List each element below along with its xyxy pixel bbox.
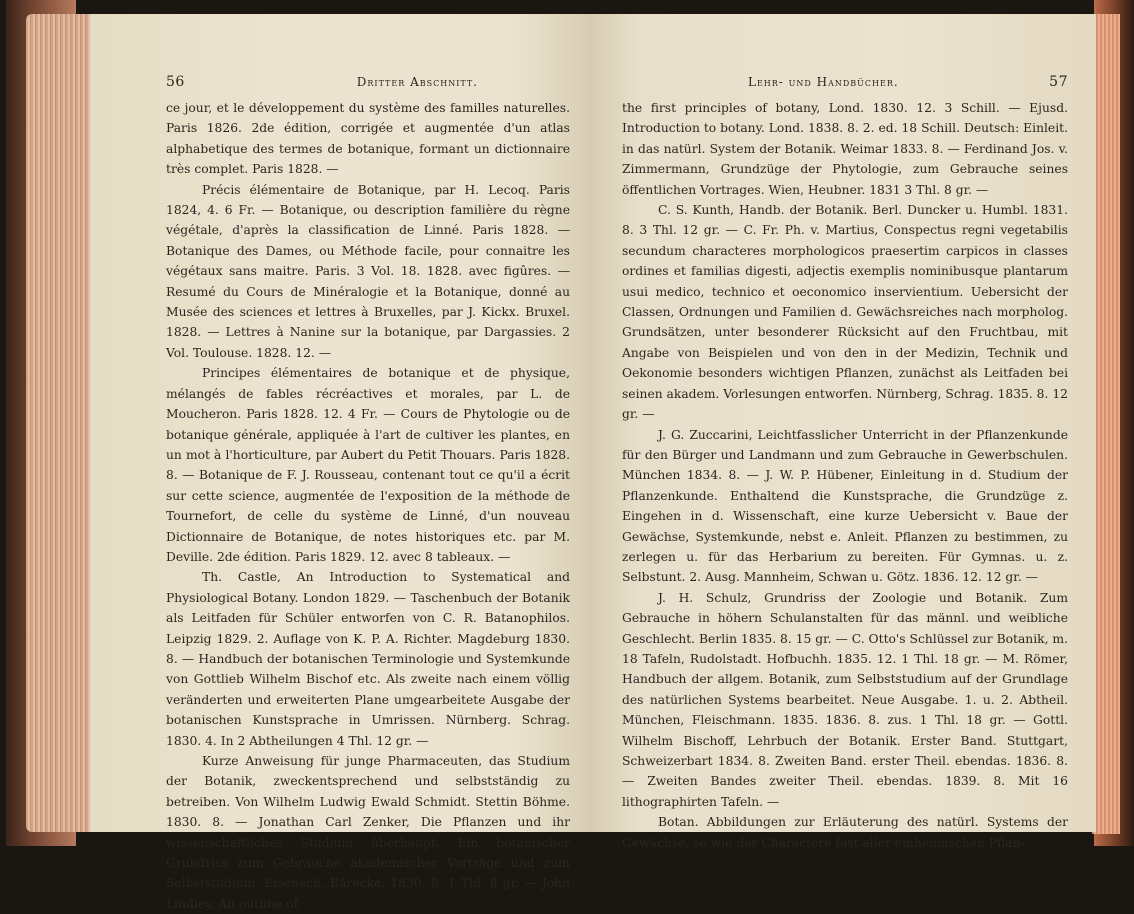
left-page — [90, 14, 588, 911]
right-page-edges — [1092, 14, 1120, 834]
paragraph: Botan. Abbildungen zur Erläuterung des natürl. Systems der Gewächse, so wie der Charactere fast aller einheimischen Pflan- — [622, 815, 1068, 850]
left-page-edges — [26, 14, 92, 832]
right-running-head: Lehr- und Handbücher. — [748, 75, 899, 89]
paragraph: the first principles of botany, Lond. 1830. 12. 3 Schill. — Ejusd. Introduction to botany. Lond. 1838. 8. 2. ed. 18 Schill. Deutsch: Einleit. in das natürl. System der Botanik. Weimar 1833. 8. — Ferdinand Jos. v. Zimmermann, Grundzüge der Phytologie, zum Gebrauche seines öffentlichen Vortrages. Wien, Heubner. 1831 3 Thl. 8 gr. — — [622, 101, 1068, 197]
paragraph: J. G. Zuccarini, Leichtfasslicher Unterricht in der Pflanzenkunde für den Bürger und Landmann und zum Gebrauche in Gewerbschulen. München 1834. 8. — J. W. P. Hübener, Einleitung in d. Studium der Pflanzenkunde. Enthaltend die Kunstsprache, die Grundzüge z. Eingehen in d. Wissenschaft, eine kurze Uebersicht v. Baue der Gewächse, Systemkunde, nebst e. Anleit. Pflanzen zu bestimmen, zu zerlegen u. für das Herbarium zu bereiten. Für Gymnas. u. z. Selbstunt. 2. Ausg. Mannheim, Schwan u. Götz. 1836. 12. 12 gr. — — [622, 427, 1068, 585]
paragraph: Th. Castle, An Introduction to Systematical and Physiological Botany. London 1829. — Taschenbuch der Botanik als Leitfaden für Schüler entworfen von C. R. Batanophilos. Leipzig 1829. 2. Auflage von K. P. A. Richter. Magdeburg 1830. 8. — Handbuch der botanischen Terminologie und Systemkunde von Gottlieb Wilhelm Bischof etc. Als zweite nach einem völlig veränderten und erweiterten Plane umgearbeitete Ausgabe der botanischen Kunstsprache in Umrissen. Nürnberg. Schrag. 1830. 4. In 2 Abtheilungen 4 Thl. 12 gr. — — [166, 570, 570, 748]
left-page-body — [166, 98, 570, 914]
paragraph: Principes élémentaires de botanique et de physique, mélangés de fables récréactives et morales, par L. de Moucheron. Paris 1828. 12. 4 Fr. — Cours de Phytologie ou de botanique générale, appliquée à l'art de cultiver les plantes, en un mot à l'horticulture, par Aubert du Petit Thouars. Paris 1828. 8. — Botanique de F. J. Rousseau, contenant tout ce qu'il a écrit sur cette science, augmentée de l'exposition de la méthode de Tournefort, de celle du système de Linné, d'un nouveau Dictionnaire de Botanique, de notes historiques etc. par M. Deville. 2de édition. Paris 1829. 12. avec 8 tableaux. — — [166, 366, 570, 564]
paragraph: C. S. Kunth, Handb. der Botanik. Berl. Duncker u. Humbl. 1831. 8. 3 Thl. 12 gr. — C. Fr. Ph. v. Martius, Conspectus regni vegetabilis secundum characteres morphologicos praesertim carpicos in classes ordines et familias digesti, adjectis exemplis nominibusque plantarum usui medico, technico et oeconomico inservientium. Uebersicht der Classen, Ordnungen und Familien d. Gewächsreiches nach morpholog. Grundsätzen, unter besonderer Rücksicht auf den Fruchtbau, mit Angabe von Beispielen und von den in der Medizin, Technik und Oekonomie besonders wichtigen Pflanzen, zunächst als Leitfaden bei seinen akadem. Vorlesungen entworfen. Nürnberg, Schrag. 1835. 8. 12 gr. — — [622, 203, 1068, 422]
left-page-header — [166, 74, 570, 90]
right-page-number: 57 — [1049, 74, 1068, 90]
paragraph: Kurze Anweisung für junge Pharmaceuten, das Studium der Botanik, zweckentsprechend und selbstständig zu betreiben. Von Wilhelm Ludwig Ewald Schmidt. Stettin Böhme. 1830. 8. — Jonathan Carl Zenker, Die Pflanzen und ihr wissenschaftliches Studium überhaupt. Ein botanischer Grundriss zum Gebrauche akademischer Vorträge und zum Selbststudium. Eisenach, Bärecke. 1830. 8. 1 Thl. 8 gr. — John Lindley, An outline of. — [166, 754, 570, 911]
right-page — [588, 14, 1096, 850]
right-page-body — [622, 98, 1068, 853]
paragraph: ce jour, et le développement du système des familles naturelles. Paris 1826. 2de édition, corrigée et augmentée d'un atlas alphabetique des termes de botanique, formant un dictionnaire très complet. Paris 1828. — — [166, 101, 570, 177]
left-page-number: 56 — [166, 74, 185, 90]
right-page-header — [622, 74, 1068, 90]
paragraph: J. H. Schulz, Grundriss der Zoologie und Botanik. Zum Gebrauche in höhern Schulanstalten für das männl. und weibliche Geschlecht. Berlin 1835. 8. 15 gr. — C. Otto's Schlüssel zur Botanik, m. 18 Tafeln, Rudolstadt. Hofbuchh. 1835. 12. 1 Thl. 18 gr. — M. Römer, Handbuch der allgem. Botanik, zum Selbststudium auf der Grundlage des natürlichen Systems bearbeitet. Neue Ausgabe. 1. u. 2. Abtheil. München, Fleischmann. 1835. 1836. 8. zus. 1 Thl. 18 gr. — Gottl. Wilhelm Bischoff, Lehrbuch der Botanik. Erster Band. Stuttgart, Schweizerbart 1834. 8. Zweiten Band. erster Theil. ebendas. 1836. 8. — Zweiten Bandes zweiter Theil. ebendas. 1839. 8. Mit 16 lithographirten Tafeln. — — [622, 590, 1068, 809]
paragraph: Précis élémentaire de Botanique, par H. Lecoq. Paris 1824, 4. 6 Fr. — Botanique, ou description familière du règne végétale, d'après la classification de Linné. Paris 1828. — Botanique des Dames, ou Méthode facile, pour connaitre les végétaux sans maitre. Paris. 3 Vol. 18. 1828. avec figûres. — Resumé du Cours de Minéralogie et la Botanique, donné au Musée des sciences et lettres à Bruxelles, par J. Kickx. Bruxel. 1828. — Lettres à Nanine sur la botanique, par Dargassies. 2 Vol. Toulouse. 1828. 12. — — [166, 182, 570, 360]
left-running-head: Dritter Abschnitt. — [356, 75, 478, 89]
